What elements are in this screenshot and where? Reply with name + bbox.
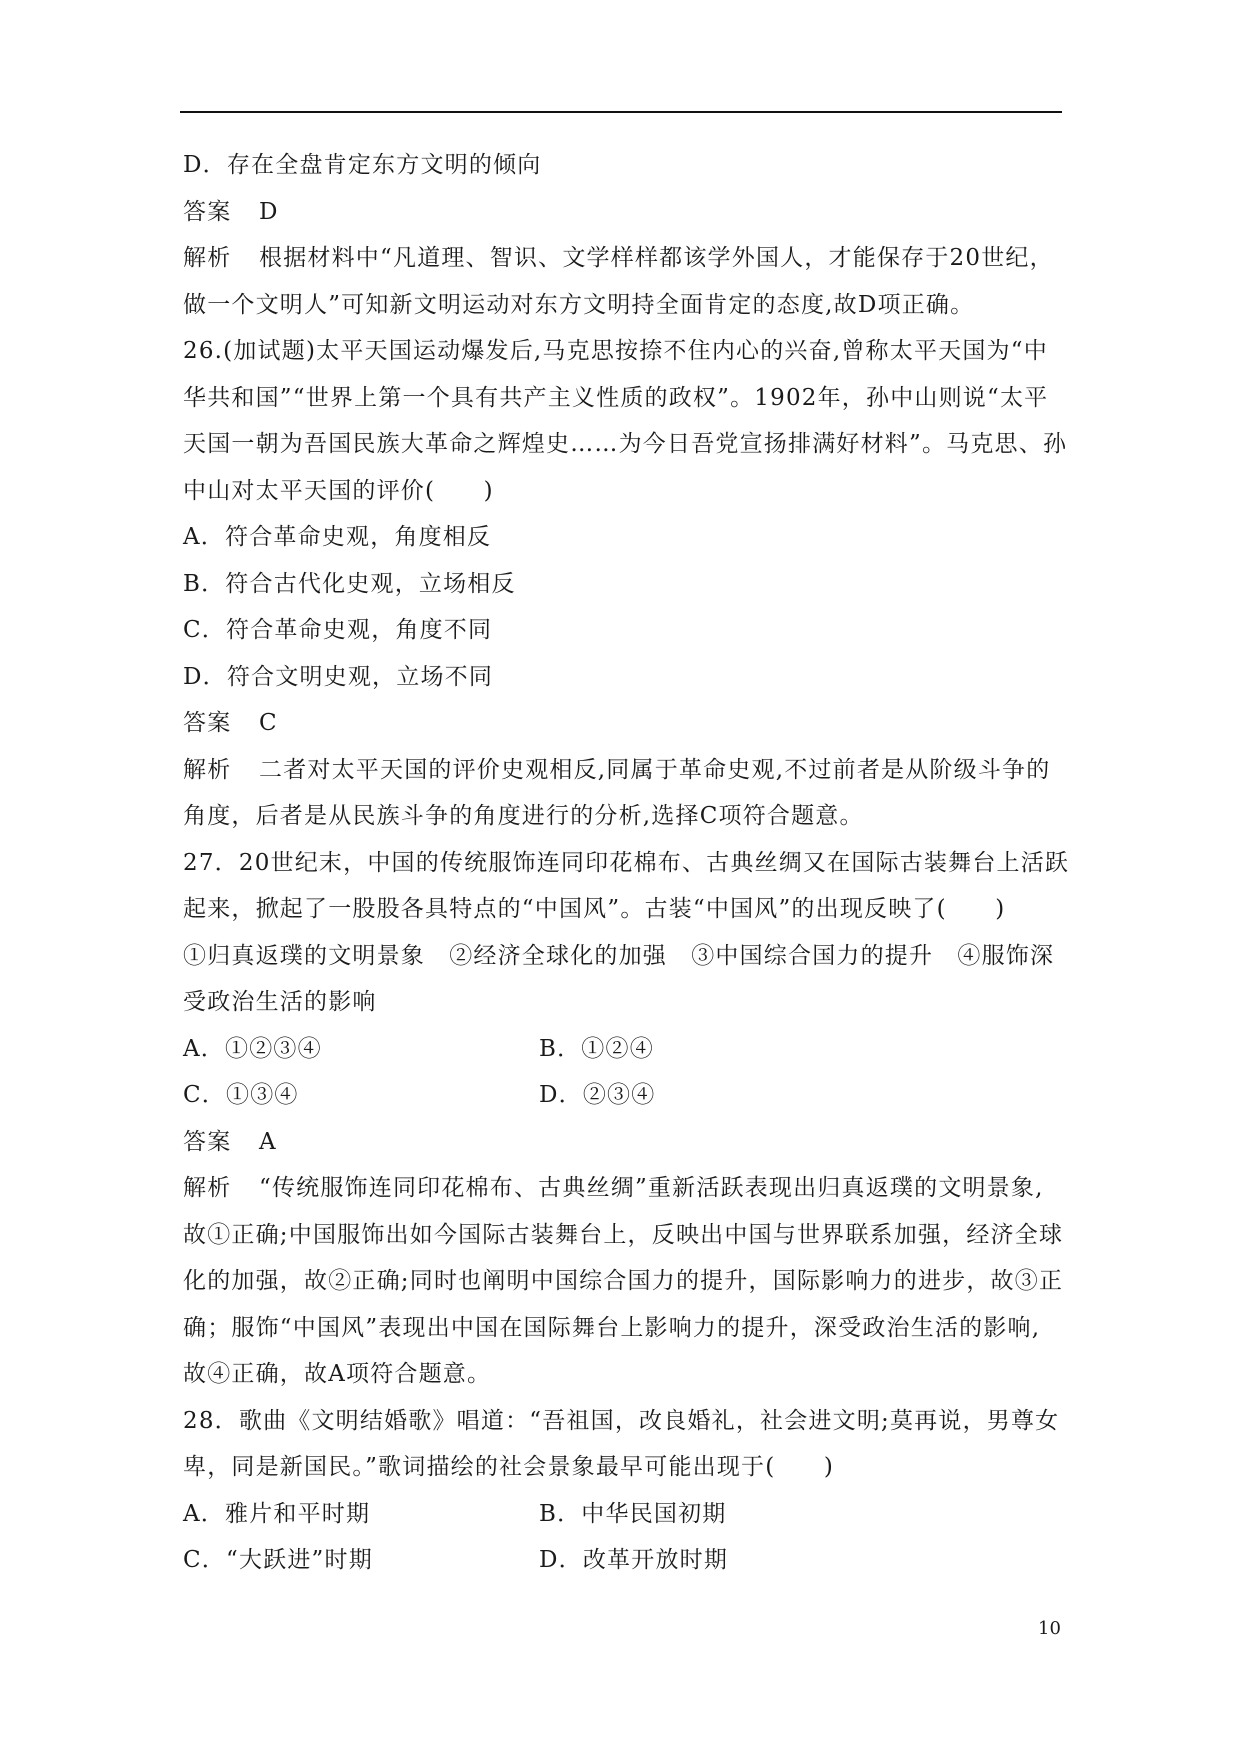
q27-stem-line: 受政治生活的影响 bbox=[183, 989, 377, 1015]
q27-option-d: D．②③④ bbox=[539, 1082, 656, 1108]
q26-stem-line: 华共和国”“世界上第一个具有共产主义性质的政权”。1902年，孙中山则说“太平 bbox=[183, 384, 1049, 411]
q26-option-c: C．符合革命史观，角度不同 bbox=[183, 617, 493, 643]
q28-stem-line: 28．歌曲《文明结婚歌》唱道：“吾祖国，改良婚礼，社会进文明;莫再说，男尊女 bbox=[183, 1407, 1060, 1434]
q27-analysis-line: 解析 “传统服饰连同印花棉布、古典丝绸”重新活跃表现出归真返璞的文明景象, bbox=[183, 1165, 1083, 1212]
q26-analysis-line: 解析 二者对太平天国的评价史观相反,同属于革命史观,不过前者是从阶级斗争的 bbox=[183, 747, 1083, 794]
q26-stem-line: 26.(加试题)太平天国运动爆发后,马克思按捺不住内心的兴奋,曾称太平天国为“中 bbox=[183, 338, 1048, 364]
q28-option-c: C．“大跃进”时期 bbox=[183, 1547, 373, 1573]
q28-option-b: B．中华民国初期 bbox=[539, 1500, 727, 1527]
q28-options-row bbox=[183, 1491, 1083, 1538]
q27-stem-line: 起来，掀起了一股股各具特点的“中国风”。古装“中国风”的出现反映了( ) bbox=[183, 896, 1006, 922]
answer-label: 答案 bbox=[183, 1128, 232, 1155]
q27-analysis-line: 故①正确;中国服饰出如今国际古装舞台上，反映出中国与世界联系加强，经济全球 bbox=[183, 1221, 1064, 1248]
answer-value: D bbox=[259, 198, 279, 225]
q26-option-a: A．符合革命史观，角度相反 bbox=[183, 524, 492, 550]
q28-options-row bbox=[183, 1537, 1083, 1584]
header-rule bbox=[180, 111, 1062, 113]
page-content bbox=[183, 142, 1083, 1584]
analysis-label: 解析 bbox=[183, 1175, 232, 1201]
q27-stem-line: ①归真返璞的文明景象 ②经济全球化的加强 ③中国综合国力的提升 ④服饰深 bbox=[183, 942, 1055, 969]
q26-answer bbox=[183, 700, 1083, 747]
q26-stem-line: 天国一朝为吾国民族大革命之辉煌史……为今日吾党宣扬排满好材料”。马克思、孙 bbox=[183, 431, 1068, 457]
q27-analysis-line: 化的加强，故②正确;同时也阐明中国综合国力的提升，国际影响力的进步，故③正 bbox=[183, 1268, 1064, 1294]
q26-analysis-line: 角度，后者是从民族斗争的角度进行的分析,选择C项符合题意。 bbox=[183, 803, 864, 829]
q27-answer bbox=[183, 1119, 1083, 1166]
q26-option-b: B．符合古代化史观，立场相反 bbox=[183, 570, 516, 597]
q27-analysis-line: 故④正确，故A项符合题意。 bbox=[183, 1361, 492, 1387]
q27-option-a: A．①②③④ bbox=[183, 1035, 322, 1062]
q27-option-c: C．①③④ bbox=[183, 1082, 299, 1108]
q25-option-d: D．存在全盘肯定东方文明的倾向 bbox=[183, 152, 542, 178]
q25-analysis-line: 解析 根据材料中“凡道理、智识、文学样样都该学外国人，才能保存于20世纪， bbox=[183, 235, 1083, 282]
q26-stem-line: 中山对太平天国的评价( ) bbox=[183, 477, 494, 504]
answer-label: 答案 bbox=[183, 198, 232, 225]
q28-option-a: A．雅片和平时期 bbox=[183, 1500, 371, 1527]
answer-value: C bbox=[259, 710, 278, 736]
q25-answer bbox=[183, 189, 1083, 236]
q28-option-d: D．改革开放时期 bbox=[539, 1547, 729, 1573]
q27-stem-line: 27．20世纪末，中国的传统服饰连同印花棉布、古典丝绸又在国际古装舞台上活跃 bbox=[183, 849, 1070, 876]
q28-stem-line: 卑，同是新国民。”歌词描绘的社会景象最早可能出现于( ) bbox=[183, 1454, 835, 1480]
q27-option-b: B．①②④ bbox=[539, 1035, 654, 1062]
q27-options-row bbox=[183, 1026, 1083, 1073]
analysis-label: 解析 bbox=[183, 756, 232, 783]
analysis-label: 解析 bbox=[183, 245, 232, 271]
q25-analysis-line: 做一个文明人”可知新文明运动对东方文明持全面肯定的态度,故D项正确。 bbox=[183, 291, 975, 318]
q27-options-row bbox=[183, 1072, 1083, 1119]
answer-label: 答案 bbox=[183, 710, 232, 736]
q27-analysis-line: 确；服饰“中国风”表现出中国在国际舞台上影响力的提升，深受政治生活的影响, bbox=[183, 1314, 1041, 1341]
answer-value: A bbox=[259, 1128, 277, 1155]
page-number: 10 bbox=[1038, 1618, 1061, 1639]
q26-option-d: D．符合文明史观，立场不同 bbox=[183, 663, 494, 690]
